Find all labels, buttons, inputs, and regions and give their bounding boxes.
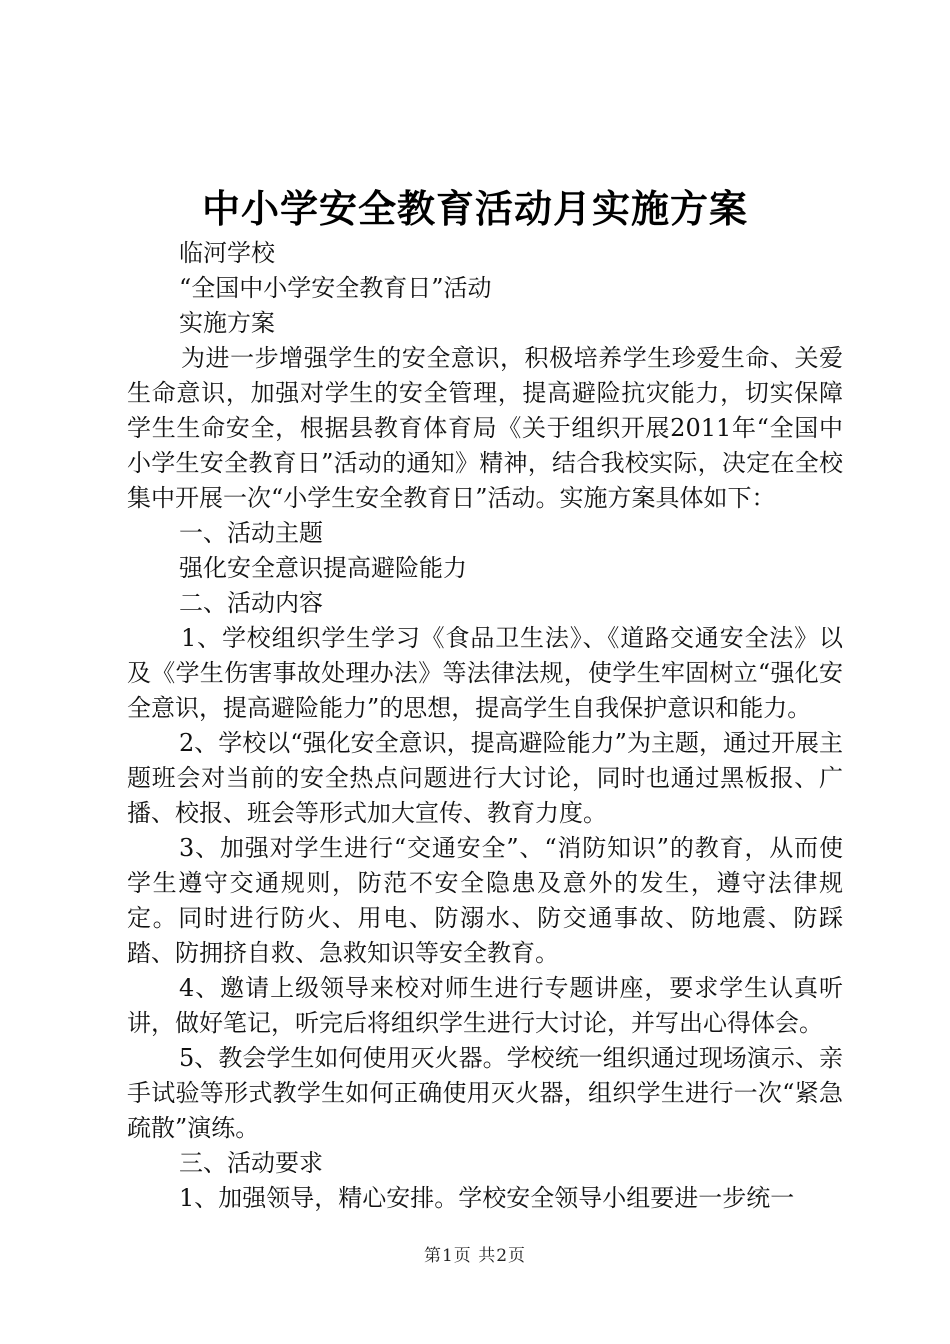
section-heading-content: 二、活动内容 [179, 589, 323, 617]
content-item-3: 3、加强对学生进行“交通安全”、“消防知识”的教育，从而使学生遵守交通规则，防范不安全隐患及意外的发生，遵守法律规定。同时进行防火、用电、防溺水、防交通事故、防地震、防踩踏、防拥挤自救、急救知识等安全教育。 [127, 834, 843, 967]
content-item-5: 5、教会学生如何使用灭火器。学校统一组织通过现场演示、亲手试验等形式教学生如何正确使用灭火器，组织学生进行一次“紧急疏散”演练。 [127, 1044, 843, 1142]
requirement-item-1: 1、加强领导，精心安排。学校安全领导小组要进一步统一 [179, 1184, 795, 1212]
school-name-line: 临河学校 [179, 239, 275, 267]
intro-paragraph: 为进一步增强学生的安全意识，积极培养学生珍爱生命、关爱生命意识，加强对学生的安全管理，提高避险抗灾能力，切实保障学生生命安全，根据县教育体育局《关于组织开展2011年“全国中小学生安全教育日”活动的通知》精神，结合我校实际，决定在全校集中开展一次“小学生安全教育日”活动。实施方案具体如下： [127, 344, 843, 512]
document-title: 中小学安全教育活动月实施方案 [201, 186, 748, 231]
theme-text: 强化安全意识提高避险能力 [179, 554, 467, 582]
page-footer: 第1页 共2页 [423, 1246, 527, 1266]
content-item-4: 4、邀请上级领导来校对师生进行专题讲座，要求学生认真听讲，做好笔记，听完后将组织学生进行大讨论，并写出心得体会。 [127, 974, 843, 1037]
content-item-1: 1、学校组织学生学习《食品卫生法》、《道路交通安全法》以及《学生伤害事故处理办法》等法律法规，使学生牢固树立“强化安全意识，提高避险能力”的思想，提高学生自我保护意识和能力。 [127, 624, 843, 722]
document-body [127, 236, 843, 1216]
content-item-2: 2、学校以“强化安全意识，提高避险能力”为主题，通过开展主题班会对当前的安全热点问题进行大讨论，同时也通过黑板报、广播、校报、班会等形式加大宣传、教育力度。 [127, 729, 843, 827]
activity-name-line: “全国中小学安全教育日”活动 [179, 274, 492, 302]
section-heading-theme: 一、活动主题 [179, 519, 323, 547]
section-heading-requirements: 三、活动要求 [179, 1149, 323, 1177]
plan-label-line: 实施方案 [179, 309, 275, 337]
